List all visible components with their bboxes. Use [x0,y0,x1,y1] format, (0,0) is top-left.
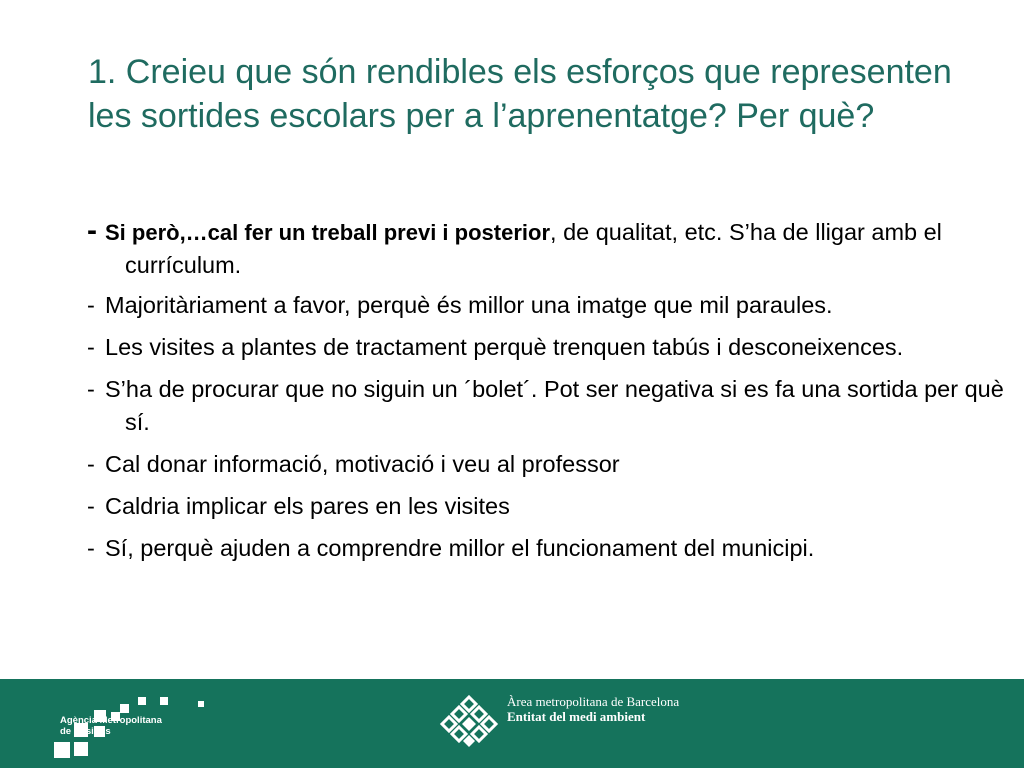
amr-line2: de Residus [60,726,111,737]
bullet-item [87,289,1012,322]
amb-line1: Àrea metropolitana de Barcelona [507,694,680,709]
bullet-dash: - [87,292,95,318]
bullet-text: Sí, perquè ajuden a comprendre millor el funcionament del municipi. [105,535,815,561]
amb-line2: Entitat del medi ambient [507,709,646,724]
bullet-dash: - [87,535,95,561]
bullet-dash: - [87,214,97,247]
diamond-lattice-logo-icon [438,695,500,749]
bullet-dash: - [87,376,95,402]
amr-line1: Agència Metropolitana [60,715,162,726]
bullet-item [87,448,1012,481]
bullet-item [87,216,1012,282]
bullet-text: Cal donar informació, motivació i veu al professor [105,451,620,477]
bullet-text: Caldria implicar els pares en les visites [105,493,510,519]
amb-logo-text [507,694,679,725]
bullet-text: S’ha de procurar que no siguin un ´bolet´. Pot ser negativa si es fa una sortida per què sí. [105,376,1004,435]
bullet-item [87,331,1012,364]
bullet-dash: - [87,451,95,477]
footer-bar [0,679,1024,768]
bullet-text: Majoritàriament a favor, perquè és millor una imatge que mil paraules. [105,292,833,318]
bullet-list [87,216,1012,574]
amr-logo-text [60,715,162,737]
bullet-dash: - [87,334,95,360]
bullet-item [87,532,1012,565]
bullet-text: , de qualitat, etc. S’ha de lligar amb el currículum. [125,219,942,278]
bullet-item [87,373,1012,439]
bullet-text: Les visites a plantes de tractament perquè trenquen tabús i desconeixences. [105,334,904,360]
bullet-item [87,490,1012,523]
slide-title: 1. Creieu que són rendibles els esforços que representen les sortides escolars per a l’aprenentatge? Per què? [88,53,952,135]
bullet-bold-text: Si però,…cal fer un treball previ i posterior [105,220,551,245]
bullet-dash: - [87,493,95,519]
